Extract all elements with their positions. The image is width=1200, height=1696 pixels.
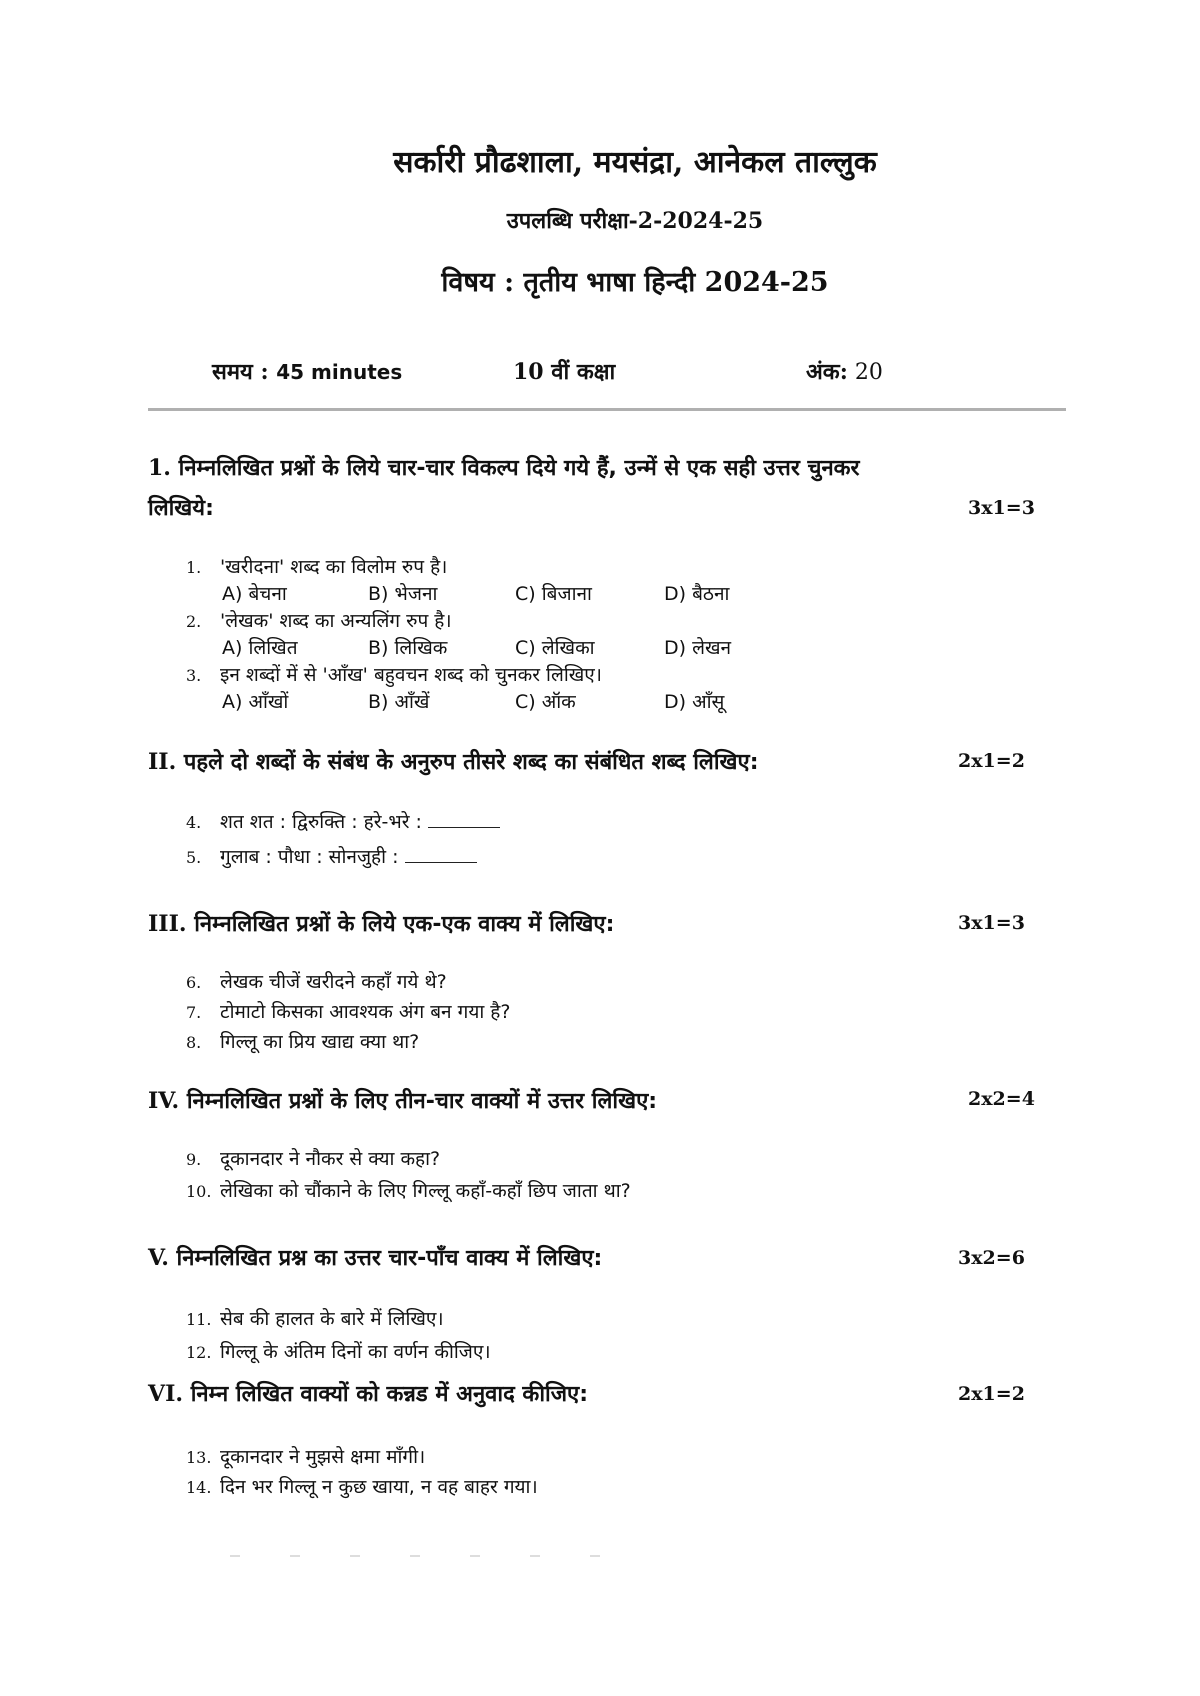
- option-a: A) बेचना: [222, 583, 287, 605]
- question-text: शत शत : द्विरुक्ति : हरे-भरे :: [220, 811, 422, 833]
- header-divider: [148, 408, 1066, 411]
- section-number: II.: [148, 749, 177, 775]
- question-text: 'खरीदना' शब्द का विलोम रुप है।: [220, 556, 448, 578]
- question-4: [186, 808, 500, 834]
- subject-title: विषय : तृतीय भाषा हिन्दी 2024-25: [441, 267, 829, 298]
- question-text: दिन भर गिल्लू न कुछ खाया, न वह बाहर गया।: [220, 1476, 538, 1498]
- question-text: लेखक चीजें खरीदने कहाँ गये थे?: [220, 971, 447, 993]
- section-2-marks: 2x1=2: [958, 750, 1025, 772]
- section-number: III.: [148, 911, 187, 937]
- option-b: B) आँखें: [368, 691, 430, 713]
- section-5-title: [148, 1242, 602, 1272]
- question-6: [186, 968, 447, 994]
- section-number: 1.: [148, 455, 171, 481]
- section-4-title: [148, 1085, 657, 1115]
- question-12: [186, 1338, 491, 1364]
- section-title: निम्नलिखित प्रश्नों के लिए तीन-चार वाक्यों में उत्तर लिखिए:: [179, 1089, 658, 1114]
- time-label: समय :: [212, 359, 277, 385]
- question-number: 4.: [186, 813, 202, 832]
- question-number: 2.: [186, 612, 202, 631]
- section-3-marks: 3x1=3: [958, 912, 1025, 934]
- answer-blank[interactable]: [405, 862, 477, 863]
- question-7: [186, 998, 510, 1024]
- question-number: 11.: [186, 1310, 212, 1329]
- section-2-title: [148, 746, 759, 776]
- section-number: VI.: [148, 1381, 184, 1407]
- question-10: [186, 1177, 631, 1203]
- question-number: 9.: [186, 1150, 202, 1169]
- question-2: [186, 607, 452, 633]
- option-c: C) ऑक: [515, 691, 576, 713]
- question-13: [186, 1443, 425, 1469]
- section-3-title: [148, 908, 614, 938]
- section-title: निम्नलिखित प्रश्नों के लिये एक-एक वाक्य में लिखिए:: [186, 912, 615, 937]
- section-number: V.: [148, 1245, 169, 1271]
- time-value: 45 minutes: [276, 360, 403, 384]
- question-text: इन शब्दों में से 'आँख' बहुवचन शब्द को चुनकर लिखिए।: [220, 664, 603, 686]
- section-6-marks: 2x1=2: [958, 1383, 1025, 1405]
- question-14: [186, 1473, 538, 1499]
- question-number: 13.: [186, 1448, 212, 1467]
- section-title: निम्नलिखित प्रश्न का उत्तर चार-पाँच वाक्य में लिखिए:: [168, 1246, 603, 1271]
- question-number: 6.: [186, 973, 202, 992]
- section-title: निम्न लिखित वाक्यों को कन्नड में अनुवाद कीजिए:: [183, 1382, 589, 1407]
- option-d: D) लेखन: [664, 637, 732, 659]
- question-text: दूकानदार ने मुझसे क्षमा माँगी।: [220, 1446, 426, 1468]
- option-d: D) बैठना: [664, 583, 730, 605]
- question-number: 8.: [186, 1033, 202, 1052]
- option-a: A) लिखित: [222, 637, 298, 659]
- option-c: C) बिजाना: [515, 583, 592, 605]
- question-number: 14.: [186, 1478, 212, 1497]
- option-c: C) लेखिका: [515, 637, 595, 659]
- faint-scan-marks: [230, 1555, 610, 1557]
- marks-value: 20: [847, 360, 883, 385]
- option-d: D) आँसू: [664, 691, 725, 713]
- option-b: B) लिखिक: [368, 637, 448, 659]
- question-1: [186, 553, 447, 579]
- marks-label: अंक:: [806, 359, 848, 385]
- question-5: [186, 843, 477, 869]
- question-9: [186, 1145, 440, 1171]
- section-4-marks: 2x2=4: [968, 1088, 1035, 1110]
- question-text: गिल्लू का प्रिय खाद्य क्या था?: [220, 1031, 420, 1053]
- question-number: 7.: [186, 1003, 202, 1022]
- option-b: B) भेजना: [368, 583, 438, 605]
- question-number: 12.: [186, 1343, 212, 1362]
- time-info: [212, 356, 402, 386]
- question-11: [186, 1305, 444, 1331]
- marks-info: [806, 356, 883, 386]
- section-1-marks: 3x1=3: [968, 497, 1035, 519]
- question-3: [186, 661, 602, 687]
- question-text: गुलाब : पौधा : सोनजुही :: [220, 846, 399, 868]
- option-a: A) आँखों: [222, 691, 289, 713]
- question-text: लेखिका को चौंकाने के लिए गिल्लू कहाँ-कहाँ छिप जाता था?: [220, 1180, 631, 1202]
- exam-title: उपलब्धि परीक्षा-2-2024-25: [506, 208, 764, 234]
- section-6-title: [148, 1378, 588, 1408]
- section-number: IV.: [148, 1088, 180, 1114]
- question-number: 1.: [186, 558, 202, 577]
- question-text: गिल्लू के अंतिम दिनों का वर्णन कीजिए।: [220, 1341, 491, 1363]
- question-text: टोमाटो किसका आवश्यक अंग बन गया है?: [220, 1001, 511, 1023]
- question-text: 'लेखक' शब्द का अन्यलिंग रुप है।: [220, 610, 452, 632]
- question-number: 5.: [186, 848, 202, 867]
- answer-blank[interactable]: [428, 827, 500, 828]
- section-title: पहले दो शब्दों के संबंध के अनुरुप तीसरे शब्द का संबंधित शब्द लिखिए:: [176, 750, 759, 775]
- question-text: सेब की हालत के बारे में लिखिए।: [220, 1308, 444, 1330]
- question-8: [186, 1028, 419, 1054]
- section-1-title-line1: [148, 452, 860, 482]
- class-info: 10 वीं कक्षा: [513, 359, 616, 385]
- section-title: निम्नलिखित प्रश्नों के लिये चार-चार विकल्प दिये गये हैं, उन्में से एक सही उत्तर चुनकर: [170, 456, 860, 481]
- question-number: 10.: [186, 1182, 212, 1201]
- section-5-marks: 3x2=6: [958, 1247, 1025, 1269]
- school-name: सर्कारी प्रौढशाला, मयसंद्रा, आनेकल ताल्लुक: [393, 145, 877, 180]
- question-number: 3.: [186, 666, 202, 685]
- question-text: दूकानदार ने नौकर से क्या कहा?: [220, 1148, 441, 1170]
- section-1-title-line2: लिखिये:: [148, 496, 214, 521]
